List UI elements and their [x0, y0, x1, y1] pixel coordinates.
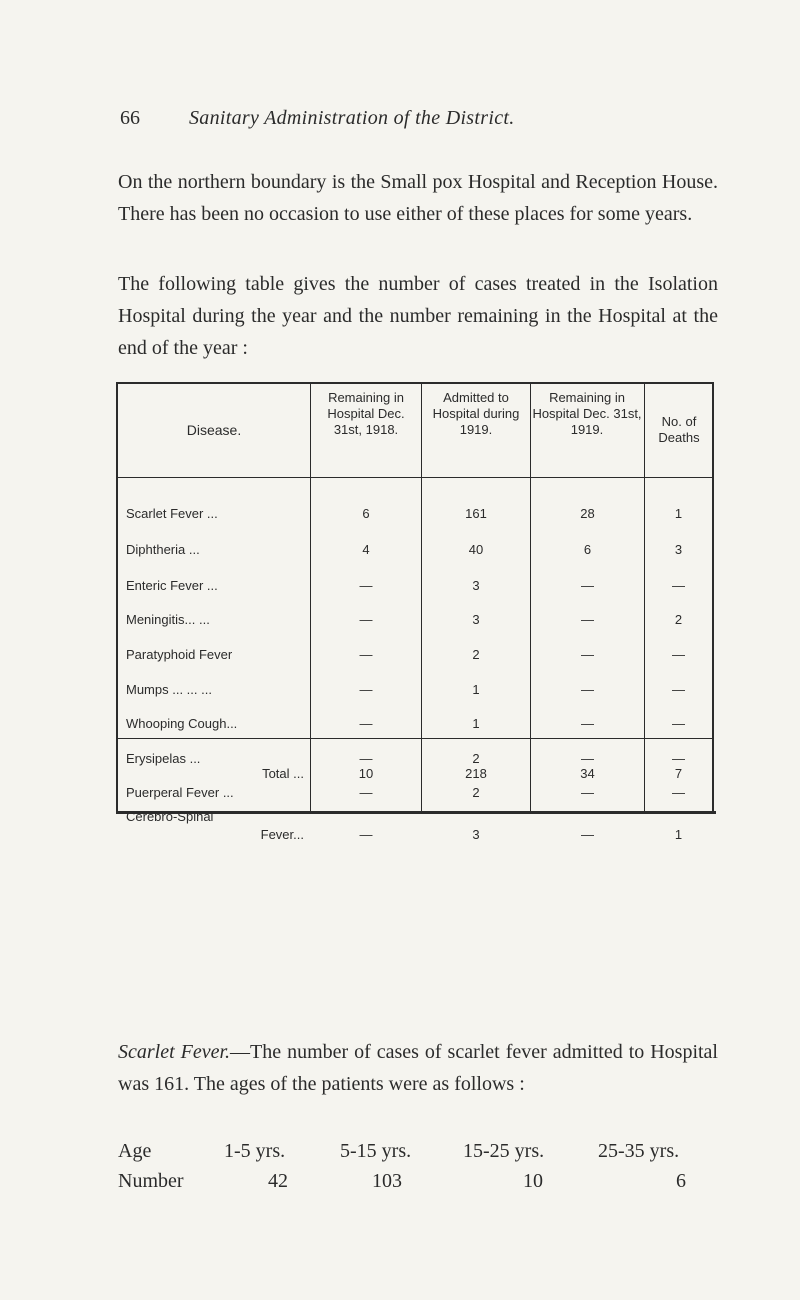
- cell-remaining-1919: —: [581, 827, 594, 842]
- cell-admitted: 1: [472, 682, 480, 697]
- row-disease: Scarlet Fever ...: [126, 506, 218, 521]
- page-number: 66: [120, 107, 140, 129]
- age-band: 25-35 yrs.: [598, 1140, 680, 1162]
- table-left-rule: [116, 382, 118, 814]
- cell-remaining-1919: —: [581, 682, 594, 697]
- cell-remaining-1918: —: [359, 785, 373, 800]
- row-disease: Enteric Fever ...: [126, 578, 218, 593]
- table-right-rule: [712, 382, 714, 814]
- header-deaths: No. of Deaths: [658, 414, 700, 445]
- scarlet-fever-text: —The number of cases of scarlet fever admitted to Hospital was 161. The ages of the patients were as follows :: [118, 1041, 718, 1095]
- row-disease: Mumps ... ... ...: [126, 682, 212, 697]
- table-top-rule: [116, 382, 712, 384]
- cell-admitted: 2: [472, 647, 480, 662]
- cell-admitted: 161: [465, 506, 487, 521]
- age-band: 1-5 yrs.: [224, 1140, 286, 1162]
- row-disease: Whooping Cough...: [126, 716, 238, 731]
- cell-remaining-1918: 4: [362, 542, 370, 557]
- age-count: 10: [523, 1170, 543, 1192]
- cell-deaths: —: [672, 751, 685, 766]
- age-label: Age: [118, 1140, 152, 1162]
- cell-deaths: 2: [674, 612, 683, 627]
- total-cell-remaining-1919: 34: [580, 766, 595, 781]
- scarlet-fever-paragraph: [118, 1036, 718, 1100]
- row-disease-line2: Fever...: [260, 827, 304, 842]
- cell-admitted: 3: [472, 827, 480, 842]
- cell-deaths: —: [672, 647, 685, 662]
- cell-deaths: —: [672, 785, 685, 800]
- cell-remaining-1919: —: [581, 578, 594, 593]
- cell-remaining-1918: —: [359, 578, 373, 593]
- age-band: 5-15 yrs.: [340, 1140, 412, 1162]
- age-count: 103: [372, 1170, 402, 1192]
- col-rule: [310, 382, 311, 814]
- total-rule: [116, 738, 714, 739]
- page-header: [120, 107, 515, 130]
- cell-remaining-1918: —: [359, 827, 373, 842]
- number-label: Number: [118, 1170, 184, 1192]
- cell-remaining-1918: 6: [362, 506, 370, 521]
- cell-remaining-1919: —: [581, 751, 594, 766]
- age-band: 15-25 yrs.: [463, 1140, 545, 1162]
- cell-admitted: 2: [472, 751, 480, 766]
- disease-table: [116, 382, 716, 842]
- cell-remaining-1919: —: [581, 647, 594, 662]
- row-disease-line1: Cerebro-Spinal: [126, 809, 214, 824]
- running-title: Sanitary Administration of the District.: [189, 107, 515, 129]
- cell-remaining-1919: 6: [583, 542, 592, 557]
- age-count: 42: [268, 1170, 288, 1192]
- cell-deaths: 3: [674, 542, 683, 557]
- cell-remaining-1918: —: [359, 612, 373, 627]
- col-rule: [421, 382, 422, 814]
- header-remaining-1919: Remaining in Hospital Dec. 31st, 1919.: [532, 390, 642, 437]
- header-admitted-1919: Admitted to Hospital during 1919.: [432, 390, 520, 437]
- header-disease: Disease.: [186, 422, 242, 438]
- cell-deaths: 1: [674, 506, 683, 521]
- cell-admitted: 3: [472, 578, 480, 593]
- cell-remaining-1918: —: [359, 751, 373, 766]
- paragraph-table-intro: The following table gives the number of cases treated in the Isolation Hospital during the year and the number remaining in the Hospital at the end of the year :: [118, 273, 718, 359]
- paragraph-smallpox-hospital: On the northern boundary is the Small pox Hospital and Reception House. There has been no occasion to use either of these places for some years.: [118, 171, 718, 225]
- total-cell-deaths: 7: [674, 766, 683, 781]
- cell-remaining-1919: —: [581, 785, 594, 800]
- cell-remaining-1919: —: [581, 612, 594, 627]
- total-cell-remaining-1918: 10: [358, 766, 374, 781]
- col-rule: [530, 382, 531, 814]
- cell-admitted: 40: [468, 542, 484, 557]
- scarlet-fever-lead: Scarlet Fever.: [118, 1041, 231, 1063]
- row-disease: Puerperal Fever ...: [126, 785, 234, 800]
- age-count: 6: [676, 1170, 686, 1192]
- header-rule: [116, 477, 714, 478]
- total-label: Total ...: [262, 766, 304, 781]
- cell-deaths: —: [672, 716, 685, 731]
- cell-admitted: 3: [472, 612, 480, 627]
- row-disease: Meningitis... ...: [126, 612, 210, 627]
- cell-admitted: 1: [472, 716, 480, 731]
- header-remaining-1918: Remaining in Hospital Dec. 31st, 1918.: [327, 390, 405, 437]
- cell-remaining-1919: 28: [580, 506, 595, 521]
- cell-remaining-1918: —: [359, 647, 373, 662]
- row-disease: Paratyphoid Fever: [126, 647, 233, 662]
- cell-remaining-1919: —: [581, 716, 594, 731]
- cell-remaining-1918: —: [359, 716, 373, 731]
- cell-deaths: —: [672, 578, 685, 593]
- cell-admitted: 2: [472, 785, 480, 800]
- total-cell-admitted: 218: [465, 766, 487, 781]
- row-disease: Erysipelas ...: [126, 751, 201, 766]
- cell-remaining-1918: —: [359, 682, 373, 697]
- row-disease: Diphtheria ...: [126, 542, 200, 557]
- cell-deaths: —: [672, 682, 685, 697]
- cell-deaths: 1: [674, 827, 683, 842]
- col-rule: [644, 382, 645, 814]
